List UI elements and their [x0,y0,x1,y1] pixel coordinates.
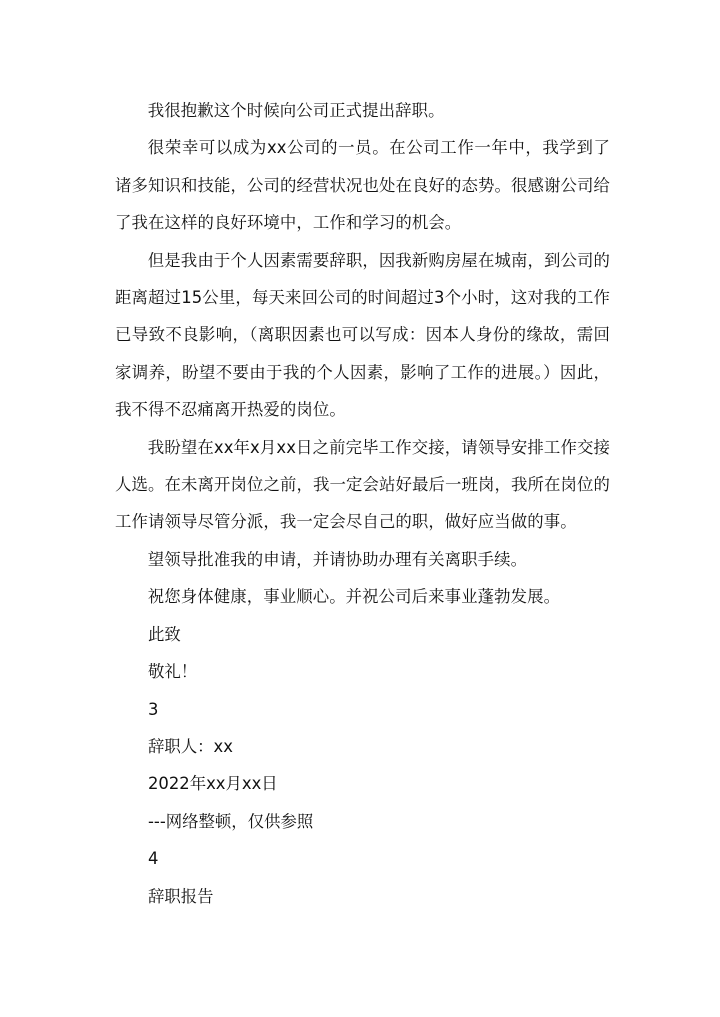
next-section-title: 辞职报告 [148,886,214,906]
paragraph-handover: 我盼望在xx年x月xx日之前完毕工作交接，请领导安排工作交接人选。在未离开岗位之前，我一定会站好最后一班岗，我所在岗位的工作请领导尽管分派，我一定会尽自己的职，做好应当做的事。 [115,437,610,532]
paragraph-apology: 我很抱歉这个时候向公司正式提出辞职。 [147,101,445,120]
disclaimer-line: ---网络整顿，仅供参照 [148,811,314,831]
paragraph-gratitude: 很荣幸可以成为xx公司的一员。在公司工作一年中，我学到了诸多知识和技能，公司的经营状况也处在良好的态势。很感谢公司给了我在这样的良好环境中，工作和学习的机会。 [115,138,610,233]
paragraph-reason: 但是我由于个人因素需要辞职，因我新购房屋在城南，到公司的距离超过15公里，每天来回公司的时间超过3个小时，这对我的工作已导致不良影响，（离职因素也可以写成：因本人身份的缘故，需回家调养，盼望不要由于我的个人因素，影响了工作的进展。）因此，我不得不忍痛离开热爱的岗位。 [115,250,610,420]
paragraph-wishes: 祝您身体健康，事业顺心。并祝公司后来事业蓬勃发展。 [147,587,561,607]
date-line: 2022年xx月xx日 [148,774,278,794]
closing-salutation: 此致 [148,624,181,644]
page-marker: 3 [148,699,159,719]
signer-line: 辞职人：xx [148,736,233,756]
paragraph-request: 望领导批准我的申请，并请协助办理有关离职手续。 [147,549,528,569]
page-marker: 4 [148,849,159,869]
closing-regards: 敬礼！ [148,662,198,682]
document-body [115,92,610,915]
